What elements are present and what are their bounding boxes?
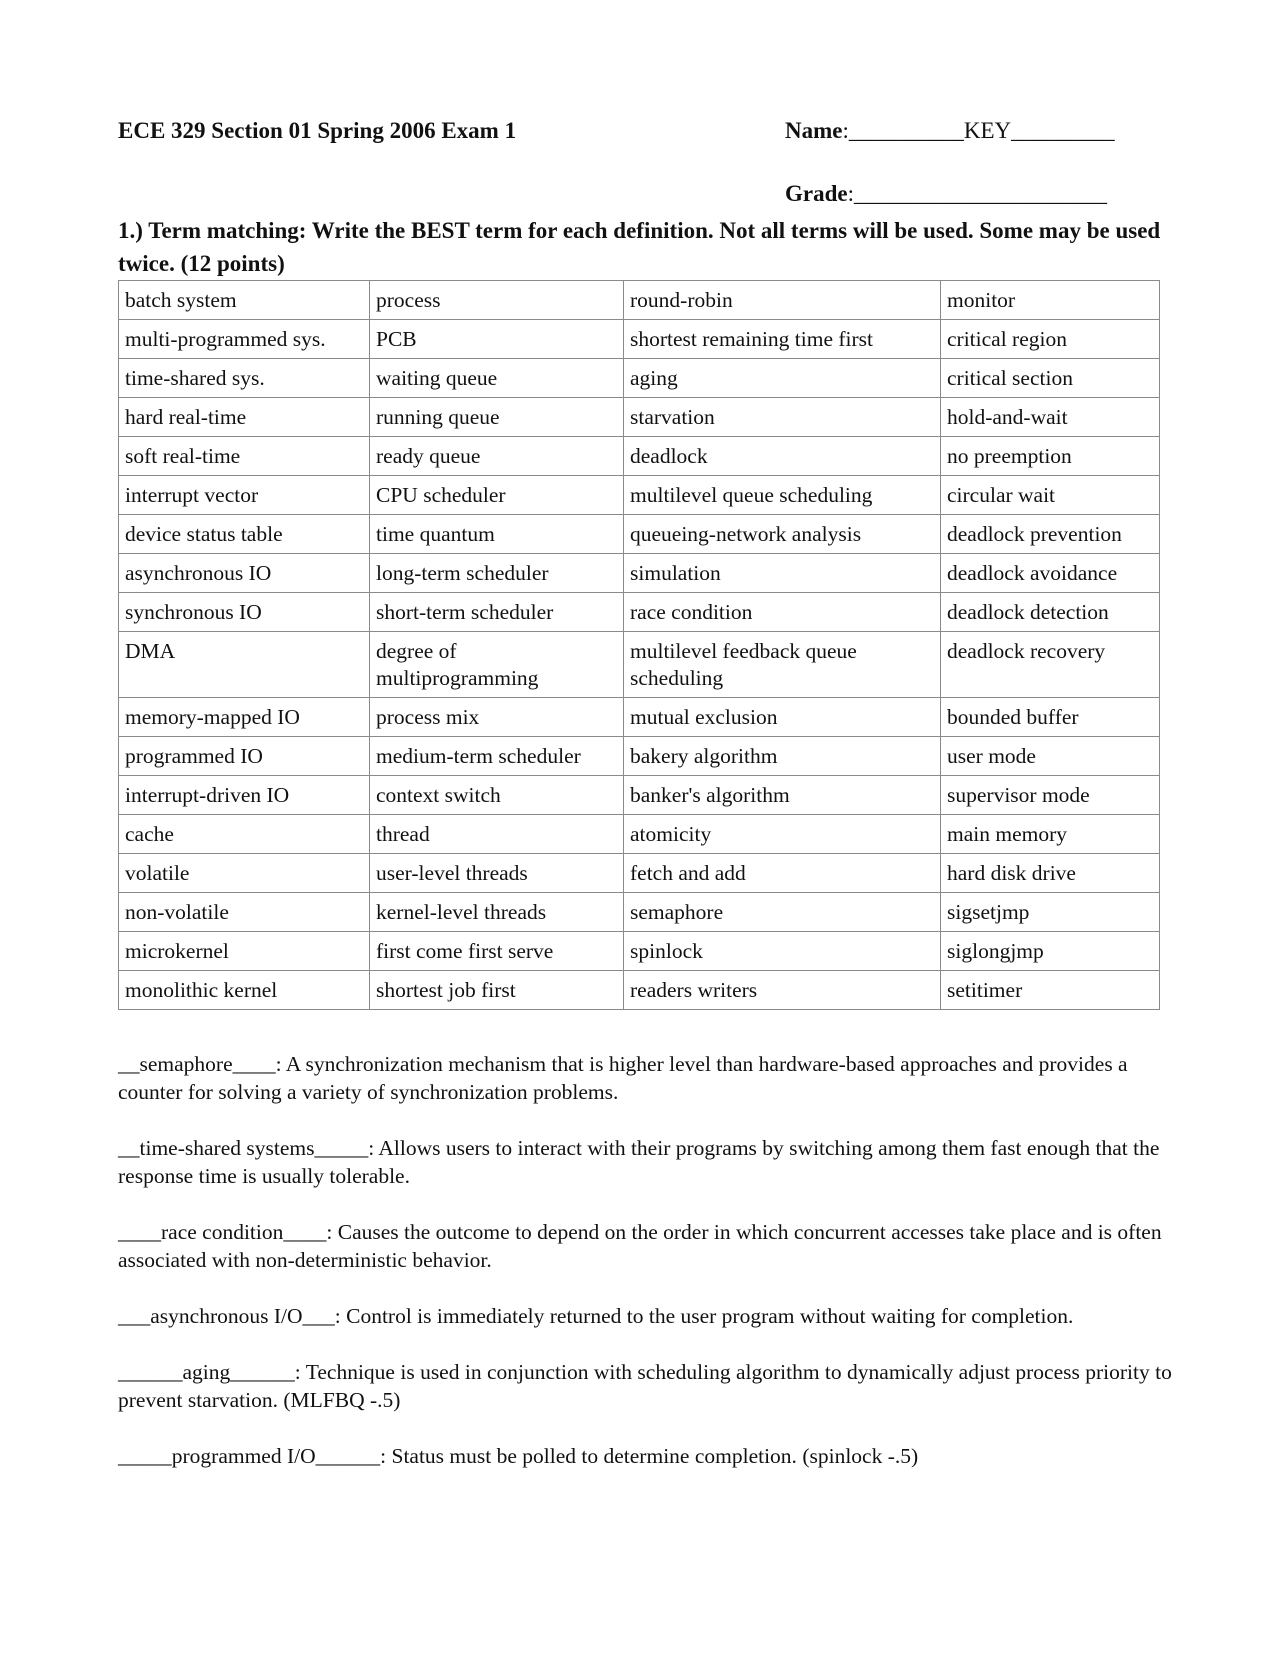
term-cell: ready queue [370,437,624,476]
name-label: Name [785,118,843,143]
definition-item [118,1050,1178,1106]
table-row [119,854,1160,893]
term-cell: no preemption [941,437,1160,476]
term-cell: aging [624,359,941,398]
table-row [119,281,1160,320]
table-row [119,893,1160,932]
term-cell: time quantum [370,515,624,554]
term-cell: mutual exclusion [624,698,941,737]
term-cell: deadlock [624,437,941,476]
term-cell: memory-mapped IO [119,698,370,737]
grade-value: :______________________ [847,181,1107,206]
table-row [119,776,1160,815]
term-cell: queueing-network analysis [624,515,941,554]
term-cell: spinlock [624,932,941,971]
term-cell: user mode [941,737,1160,776]
term-cell: deadlock detection [941,593,1160,632]
grading-note: (MLFBQ -.5) [278,1388,401,1412]
definition-text: : Status must be polled to determine completion. [380,1444,797,1468]
definition-answer: __semaphore____ [118,1052,276,1076]
term-cell: hold-and-wait [941,398,1160,437]
term-cell: critical section [941,359,1160,398]
term-cell: atomicity [624,815,941,854]
term-cell: first come first serve [370,932,624,971]
definition-item [118,1442,1178,1470]
term-cell: non-volatile [119,893,370,932]
term-cell: running queue [370,398,624,437]
table-row [119,476,1160,515]
terms-table [118,280,1160,1010]
definition-answer: ___asynchronous I/O___ [118,1304,335,1328]
term-cell: deadlock avoidance [941,554,1160,593]
term-cell: race condition [624,593,941,632]
table-row [119,815,1160,854]
term-cell: bounded buffer [941,698,1160,737]
table-row [119,320,1160,359]
table-row [119,437,1160,476]
table-row [119,971,1160,1010]
term-cell: monolithic kernel [119,971,370,1010]
definition-item [118,1218,1178,1274]
term-cell: semaphore [624,893,941,932]
term-cell: waiting queue [370,359,624,398]
definition-item [118,1134,1178,1190]
term-cell: setitimer [941,971,1160,1010]
definition-answer: _____programmed I/O______ [118,1444,381,1468]
term-cell: supervisor mode [941,776,1160,815]
term-cell: degree of multiprogramming [370,632,624,698]
term-cell: device status table [119,515,370,554]
definition-text: : Allows users to interact with their programs by switching among them fast enough that the response time is usually tolerable. [118,1136,1160,1188]
term-cell: interrupt vector [119,476,370,515]
term-cell: cache [119,815,370,854]
term-cell: hard real-time [119,398,370,437]
term-cell: multi-programmed sys. [119,320,370,359]
grade-label: Grade [785,181,848,206]
term-cell: context switch [370,776,624,815]
term-cell: synchronous IO [119,593,370,632]
table-row [119,932,1160,971]
term-cell: siglongjmp [941,932,1160,971]
term-cell: asynchronous IO [119,554,370,593]
term-cell: PCB [370,320,624,359]
table-row [119,398,1160,437]
definitions-list [118,1050,1178,1498]
term-cell: user-level threads [370,854,624,893]
term-cell: multilevel feedback queue scheduling [624,632,941,698]
definition-answer: ______aging______ [118,1360,295,1384]
term-cell: programmed IO [119,737,370,776]
term-cell: starvation [624,398,941,437]
exam-title: ECE 329 Section 01 Spring 2006 Exam 1 [118,118,517,143]
term-cell: main memory [941,815,1160,854]
definition-answer: __time-shared systems_____ [118,1136,369,1160]
definition-text: : Control is immediately returned to the user program without waiting for completion. [334,1304,1074,1328]
term-cell: volatile [119,854,370,893]
term-cell: long-term scheduler [370,554,624,593]
table-row [119,632,1160,698]
term-cell: circular wait [941,476,1160,515]
definition-item [118,1302,1178,1330]
term-cell: readers writers [624,971,941,1010]
term-cell: thread [370,815,624,854]
term-cell: medium-term scheduler [370,737,624,776]
question-1-prompt: 1.) Term matching: Write the BEST term for each definition. Not all terms will be used. Some may be used twice. (12 points) [118,218,1161,276]
terms-table-body [119,281,1160,1010]
term-cell: banker's algorithm [624,776,941,815]
term-cell: hard disk drive [941,854,1160,893]
table-row [119,359,1160,398]
term-cell: deadlock recovery [941,632,1160,698]
term-cell: process mix [370,698,624,737]
term-cell: fetch and add [624,854,941,893]
term-cell: bakery algorithm [624,737,941,776]
term-cell: time-shared sys. [119,359,370,398]
grade-field [785,181,1107,207]
term-cell: CPU scheduler [370,476,624,515]
term-cell: shortest remaining time first [624,320,941,359]
table-row [119,737,1160,776]
table-row [119,593,1160,632]
term-cell: kernel-level threads [370,893,624,932]
term-cell: soft real-time [119,437,370,476]
term-cell: round-robin [624,281,941,320]
table-row [119,554,1160,593]
definition-answer: ____race condition____ [118,1220,327,1244]
term-cell: DMA [119,632,370,698]
definition-text: : A synchronization mechanism that is higher level than hardware-based approaches and provides a counter for solving a variety of synchronization problems. [118,1052,1128,1104]
term-cell: deadlock prevention [941,515,1160,554]
term-cell: monitor [941,281,1160,320]
term-cell: interrupt-driven IO [119,776,370,815]
term-cell: batch system [119,281,370,320]
table-row [119,515,1160,554]
term-cell: microkernel [119,932,370,971]
term-cell: sigsetjmp [941,893,1160,932]
term-cell: process [370,281,624,320]
term-cell: simulation [624,554,941,593]
term-cell: critical region [941,320,1160,359]
definition-text: : Technique is used in conjunction with scheduling algorithm to dynamically adjust process priority to prevent starvation. [118,1360,1172,1412]
table-row [119,698,1160,737]
name-field [785,118,1115,144]
definition-item [118,1358,1178,1414]
name-value: :__________KEY_________ [842,118,1115,143]
definition-text: : Causes the outcome to depend on the order in which concurrent accesses take place and is often associated with non-deterministic behavior. [118,1220,1162,1272]
term-cell: multilevel queue scheduling [624,476,941,515]
term-cell: shortest job first [370,971,624,1010]
term-cell: short-term scheduler [370,593,624,632]
grading-note: (spinlock -.5) [796,1444,919,1468]
